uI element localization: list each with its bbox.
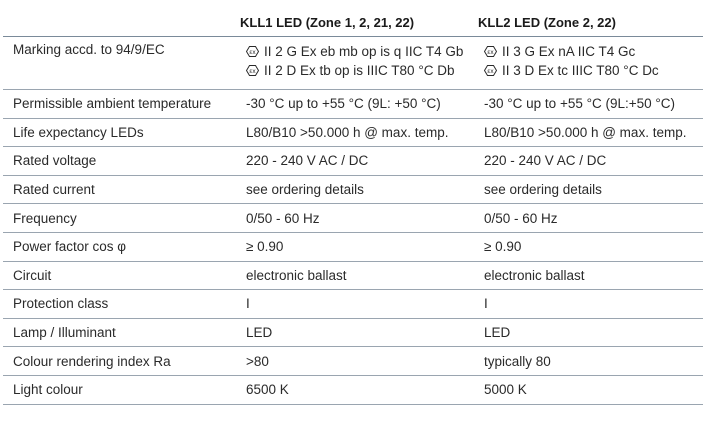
row-label: Life expectancy LEDs: [3, 118, 234, 147]
table-row: [3, 90, 703, 119]
kll1-value: I: [234, 290, 472, 319]
kll1-value: 220 - 240 V AC / DC: [234, 147, 472, 176]
header-kll2: KLL2 LED (Zone 2, 22): [478, 14, 616, 30]
table-row: [3, 347, 703, 376]
row-label: Circuit: [3, 261, 234, 290]
kll1-value: L80/B10 >50.000 h @ max. temp.: [234, 118, 472, 147]
kll1-marking: [234, 37, 472, 90]
kll2-value: LED: [472, 318, 703, 347]
row-label: Marking accd. to 94/9/EC: [3, 37, 234, 90]
marking-line: [484, 42, 703, 61]
svg-text:εx: εx: [487, 49, 494, 56]
spec-table: [3, 8, 703, 405]
header-row: [3, 8, 703, 37]
row-marking: [3, 37, 703, 90]
ex-hexagon-icon: [246, 46, 259, 57]
table-row: [3, 261, 703, 290]
table-row: [3, 175, 703, 204]
marking-line: [484, 61, 703, 80]
kll1-value: see ordering details: [234, 175, 472, 204]
marking-text: II 2 G Ex eb mb op is q IIC T4 Gb: [264, 44, 464, 59]
svg-text:εx: εx: [487, 68, 494, 75]
marking-line: [246, 61, 472, 80]
kll1-value: 6500 K: [234, 375, 472, 404]
row-label: Light colour: [3, 375, 234, 404]
table-row: [3, 318, 703, 347]
ex-hexagon-icon: [484, 65, 497, 76]
row-label: Lamp / Illuminant: [3, 318, 234, 347]
header-kll1: KLL1 LED (Zone 1, 2, 21, 22): [240, 14, 415, 30]
kll1-value: LED: [234, 318, 472, 347]
kll2-marking: [472, 37, 703, 90]
table-row: [3, 232, 703, 261]
row-label: Power factor cos φ: [3, 232, 234, 261]
kll1-value: 0/50 - 60 Hz: [234, 204, 472, 233]
table-row: [3, 375, 703, 404]
row-label: Frequency: [3, 204, 234, 233]
marking-text: II 3 D Ex tc IIIC T80 °C Dc: [502, 63, 659, 78]
kll1-value: ≥ 0.90: [234, 232, 472, 261]
kll2-value: ≥ 0.90: [472, 232, 703, 261]
table-row: [3, 147, 703, 176]
kll2-value: 0/50 - 60 Hz: [472, 204, 703, 233]
kll1-value: >80: [234, 347, 472, 376]
kll2-value: electronic ballast: [472, 261, 703, 290]
svg-text:εx: εx: [249, 49, 256, 56]
table-row: [3, 204, 703, 233]
svg-text:εx: εx: [249, 68, 256, 75]
kll2-value: typically 80: [472, 347, 703, 376]
kll2-value: 5000 K: [472, 375, 703, 404]
ex-hexagon-icon: [246, 65, 259, 76]
row-label: Colour rendering index Ra: [3, 347, 234, 376]
kll1-value: -30 °C up to +55 °C (9L: +50 °C): [234, 90, 472, 119]
kll2-value: L80/B10 >50.000 h @ max. temp.: [472, 118, 703, 147]
kll2-value: see ordering details: [472, 175, 703, 204]
marking-line: [246, 42, 472, 61]
row-label: Rated current: [3, 175, 234, 204]
row-label: Protection class: [3, 290, 234, 319]
table-row: [3, 290, 703, 319]
marking-text: II 3 G Ex nA IIC T4 Gc: [502, 44, 636, 59]
header-spec: [3, 8, 234, 37]
marking-text: II 2 D Ex tb op is IIIC T80 °C Db: [264, 63, 455, 78]
kll2-value: 220 - 240 V AC / DC: [472, 147, 703, 176]
kll1-value: electronic ballast: [234, 261, 472, 290]
ex-hexagon-icon: [484, 46, 497, 57]
table-row: [3, 118, 703, 147]
kll2-value: I: [472, 290, 703, 319]
row-label: Rated voltage: [3, 147, 234, 176]
kll2-value: -30 °C up to +55 °C (9L:+50 °C): [472, 90, 703, 119]
row-label: Permissible ambient temperature: [3, 90, 234, 119]
